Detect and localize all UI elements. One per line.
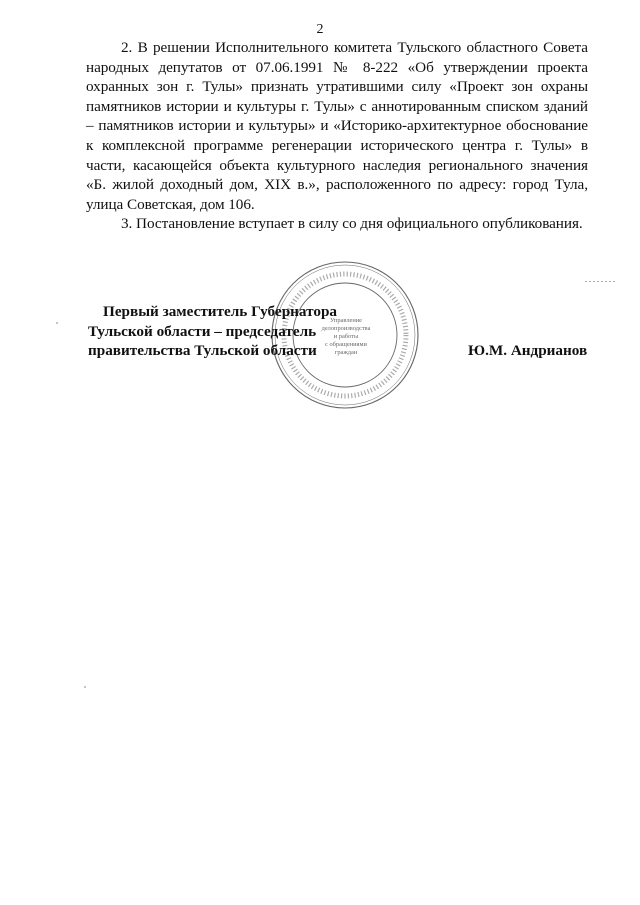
scan-mark [84, 686, 86, 688]
stamp-inner-line: Управление [329, 317, 363, 324]
document-body [86, 38, 588, 234]
page-number: 2 [316, 22, 324, 37]
stamp-inner-line: граждан [334, 349, 358, 356]
stamp-inner-line: и работы [333, 333, 359, 340]
official-stamp [268, 258, 422, 412]
stamp-inner-text [322, 317, 371, 356]
signer-name: Ю.М. Андрианов [468, 342, 588, 359]
paragraph-clause-2: 2. В решении Исполнительного комитета Тульского областного Совета народных депутатов от 07.06.1991 № 8-222 «Об утверждении проекта охранных зон г. Тулы» признать утратившими силу «Проект зон охраны памятников истории и культуры г. Тулы» с аннотированным списком зданий – памятников истории и культуры» и «Историко-архитектурное обоснование к комплексной программе регенерации исторического центра г. Тулы» в части, касающейся объекта культурного наследия регионального значения «Б. жилой доходный дом, XIX в.», расположенного по адресу: город Тула, улица Советская, дом 106. [86, 39, 588, 213]
signature-title-line: Первый заместитель Губернатора [103, 303, 337, 320]
paragraph-clause-3: 3. Постановление вступает в силу со дня официального опубликования. [121, 215, 583, 233]
scan-mark [585, 281, 615, 282]
stamp-inner-line: с обращениями [325, 341, 367, 348]
stamp-inner-line: делопроизводства [321, 325, 371, 332]
signature-title-line: Тульской области – председатель [88, 322, 317, 340]
signature-title-line: правительства Тульской области [88, 342, 317, 359]
scan-mark [56, 322, 58, 324]
